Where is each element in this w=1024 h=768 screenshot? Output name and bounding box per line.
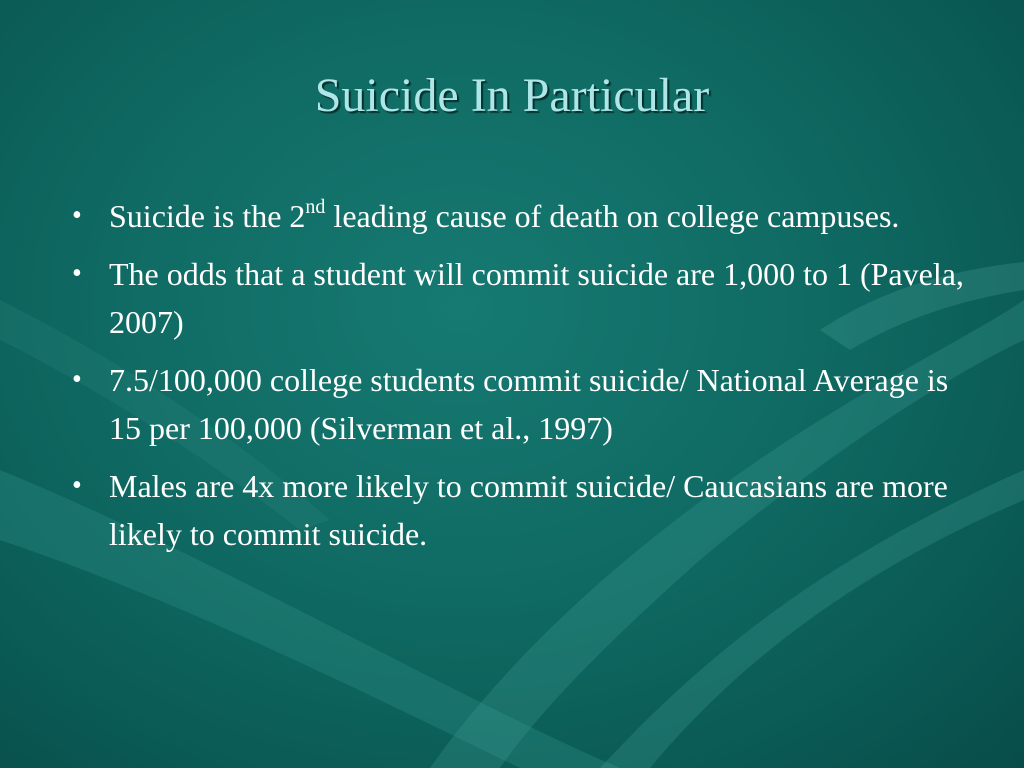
bullet-list	[72, 192, 972, 568]
bullet-item-leading-cause	[72, 192, 972, 240]
bullet-glyph: •	[72, 364, 82, 395]
bullet-glyph: •	[72, 258, 82, 289]
ordinal-superscript: nd	[305, 196, 326, 219]
bullet-item-odds	[72, 250, 972, 346]
bullet-text-before: Suicide is the 2	[109, 198, 306, 234]
bullet-text	[109, 198, 899, 234]
bullet-text-after: leading cause of death on college campuses.	[325, 198, 900, 234]
bullet-text: 7.5/100,000 college students commit suicide/ National Average is 15 per 100,000 (Silverman et al., 1997)	[109, 362, 949, 446]
bullet-glyph: •	[72, 470, 82, 501]
bullet-item-rate	[72, 356, 972, 452]
bullet-item-demographics	[72, 462, 972, 558]
bullet-glyph: •	[72, 200, 82, 231]
bullet-text: The odds that a student will commit suicide are 1,000 to 1 (Pavela, 2007)	[109, 256, 964, 340]
bullet-text: Males are 4x more likely to commit suicide/ Caucasians are more likely to commit suicide.	[109, 468, 948, 552]
slide-title: Suicide In Particular	[314, 69, 710, 122]
